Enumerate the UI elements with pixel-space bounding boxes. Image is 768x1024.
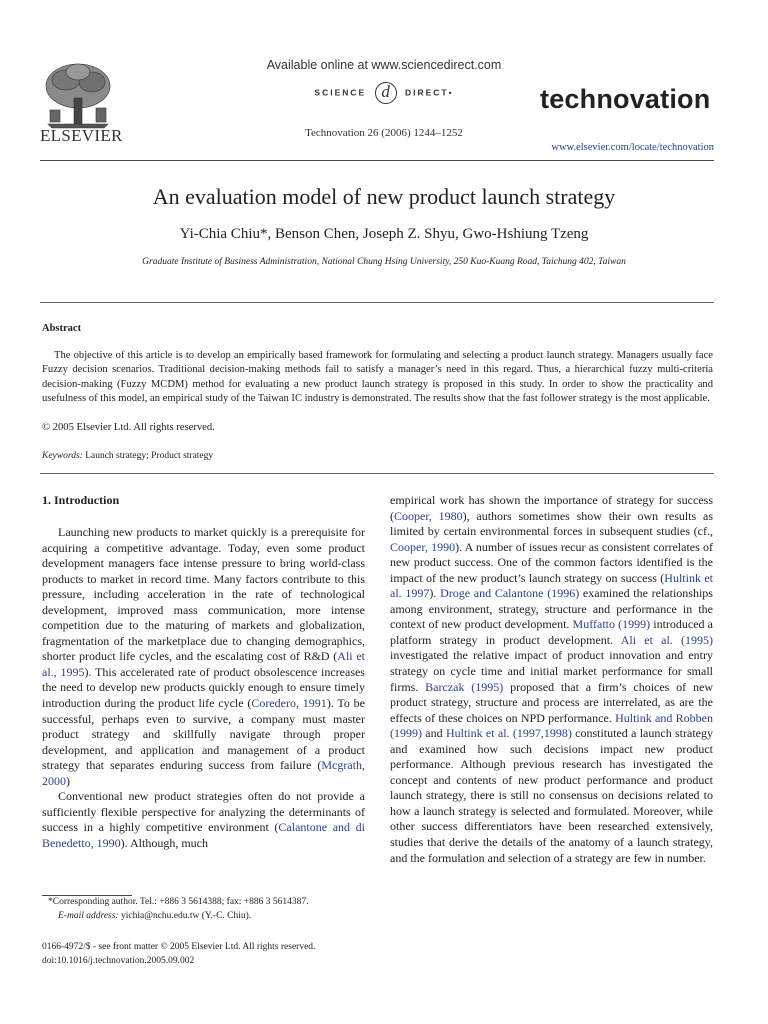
- sd-right-text: DIRECT•: [404, 87, 454, 98]
- citation-link[interactable]: Muffatto (1999): [572, 617, 651, 632]
- author-list: Yi-Chia Chiu*, Benson Chen, Joseph Z. Shyu, Gwo-Hshiung Tzeng: [179, 226, 589, 242]
- citation-link[interactable]: Droge and Calantone (1996): [440, 586, 580, 601]
- doi-line[interactable]: doi:10.1016/j.technovation.2005.09.002: [42, 955, 195, 966]
- section-heading-introduction: 1. Introduction: [42, 493, 120, 507]
- keywords-value: Launch strategy; Product strategy: [85, 451, 214, 461]
- paragraph-text: proposed that a firm’s choices of new product strategy, structure and process are interrelated, as are the effects of these choices on NPD performance.: [390, 679, 713, 725]
- abstract-bottom-divider: [40, 473, 714, 474]
- paragraph-text: investigated the relative impact of product innovation and entry strategy on cycle time and initial market performance for small firms.: [390, 648, 713, 694]
- paragraph-text: ), authors sometimes show their own results as limited by certain environmental forces in subsequent studies (cf.,: [390, 508, 713, 539]
- header-divider: [40, 160, 714, 161]
- journal-citation: Technovation 26 (2006) 1244–1252: [305, 127, 463, 139]
- citation-link[interactable]: Hultink and Robben (1999): [390, 710, 714, 741]
- corresponding-author-footnote: [42, 896, 309, 923]
- author-affiliation: Graduate Institute of Business Administration, National Chung Hsing University, 250 Kuo-Kuang Road, Taichung 402, Taiwan: [142, 257, 626, 267]
- paragraph-text: ). A number of issues recur as consistent correlates of new product success. One of the common factors identified is the impact of the new product’s launch strategy on success (: [390, 539, 713, 585]
- email-address[interactable]: yichia@nchu.edu.tw (Y.-C. Chiu).: [118, 910, 252, 921]
- citation-link[interactable]: Calantone and di Benedetto, 1990: [42, 820, 365, 850]
- corresponding-author-line: *Corresponding author. Tel.: +886 3 5614388; fax: +886 3 5614387.: [48, 897, 309, 907]
- sd-symbol-icon: d: [375, 82, 397, 104]
- intro-paragraph-2: [42, 789, 365, 851]
- email-label: E-mail address:: [58, 910, 119, 921]
- citation-link[interactable]: Hultink et al. 1997: [390, 570, 713, 601]
- issn-line: 0166-4972/$ - see front matter © 2005 Elsevier Ltd. All rights reserved.: [42, 942, 316, 952]
- abstract-top-divider: [40, 302, 714, 303]
- paragraph-text: examined the relationships among environment, strategy, structure and performance in the context of new product development.: [390, 586, 713, 632]
- paragraph-text: empirical work has shown the importance of strategy for success (: [390, 493, 713, 523]
- paragraph-text: ). Although, much: [120, 835, 208, 850]
- paragraph-text: Launching new products to market quickly is a prerequisite for acquiring a competitive advantage. Today, even some product development managers face intense pressure to bring world-class products to market in record time. Many factors contribute to this pressure, including acceleration in the rate of technological development, improved mass communication, more intense competition due to the maturing of markets and globalization, fragmentation of the marketplace due to changing demographics, shorter product life cycles, and the escalating cost of R&D (: [42, 525, 365, 664]
- paragraph-text: ): [66, 773, 70, 788]
- paragraph-text: ). This accelerated rate of product obsolescence increases the need to develop new products quickly enough to ensure timely introduction during the product life cycle (: [42, 664, 365, 711]
- abstract-heading: Abstract: [42, 323, 82, 334]
- keywords-label: Keywords:: [42, 451, 83, 461]
- citation-link[interactable]: Barczak (1995): [425, 679, 504, 694]
- citation-link[interactable]: Ali et al. (1995): [620, 632, 713, 647]
- email-line: [42, 910, 309, 924]
- article-title: An evaluation model of new product launch strategy: [152, 184, 616, 209]
- citation-link[interactable]: Cooper, 1990: [390, 539, 456, 554]
- citation-link[interactable]: Mcgrath, 2000: [42, 758, 365, 788]
- abstract-body: The objective of this article is to develop an empirically based framework for formulating and selecting a product launch strategy. Managers usually face Fuzzy decision scenarios. Traditional decision-making methods fail to satisfy a manager’s need in this regard. Thus, a hierarchical fuzzy multi-criteria decision-making (Fuzzy MCDM) method for evaluating a new product launch strategy is proposed in this study. In order to show the practicality and usefulness of this model, an empirical study of the Taiwan IC industry is demonstrated. The results show that the fast follower strategy is the most applicable.: [42, 350, 713, 404]
- front-matter: [42, 941, 315, 968]
- sd-left-text: SCIENCE: [314, 87, 367, 98]
- paragraph-text: constituted a launch strategy and examined how such decisions impact new product performance. Although previous research has investigated the concept and contents of new product performance and product launch strategy, there is still no consensus on decisions related to how a launch strategy is selected and formulated. Moreover, while other success differentiators have been researched extensively, studies that derive the details of the anatomy of a launch strategy, and the formulation and selection of a strategy are few in number.: [390, 726, 713, 865]
- journal-title: technovation: [540, 84, 711, 114]
- keywords-line: [42, 451, 213, 461]
- intro-paragraph-1: [42, 525, 365, 789]
- paragraph-text: ). To be successful, perhaps even to survive, a company must master product strategy and skillfully navigate through proper development, and application and management of a product strategy that separates enduring success from failure (: [42, 696, 365, 773]
- right-column: [390, 493, 713, 866]
- citation-link[interactable]: Cooper, 1980: [394, 508, 463, 523]
- intro-paragraph-2-continued: [390, 493, 713, 866]
- paragraph-text: and: [422, 726, 446, 741]
- citation-link[interactable]: Coredero, 1991: [251, 696, 327, 711]
- citation-link[interactable]: Ali et al., 1995: [42, 649, 365, 679]
- citation-link[interactable]: Hultink et al. (1997,1998): [445, 726, 572, 741]
- journal-url-link[interactable]: www.elsevier.com/locate/technovation: [551, 142, 714, 153]
- publisher-name: ELSEVIER: [40, 126, 123, 145]
- paragraph-text: Conventional new product strategies often do not provide a sufficiently flexible perspective for analyzing the determinants of success in a highly competitive environment (: [42, 789, 365, 835]
- paragraph-text: introduced a platform strategy in product development.: [390, 617, 713, 647]
- abstract-copyright: © 2005 Elsevier Ltd. All rights reserved.: [42, 422, 215, 433]
- left-column: [42, 525, 365, 851]
- paragraph-text: ).: [429, 586, 441, 601]
- available-online-text[interactable]: Available online at www.sciencedirect.com: [266, 58, 502, 72]
